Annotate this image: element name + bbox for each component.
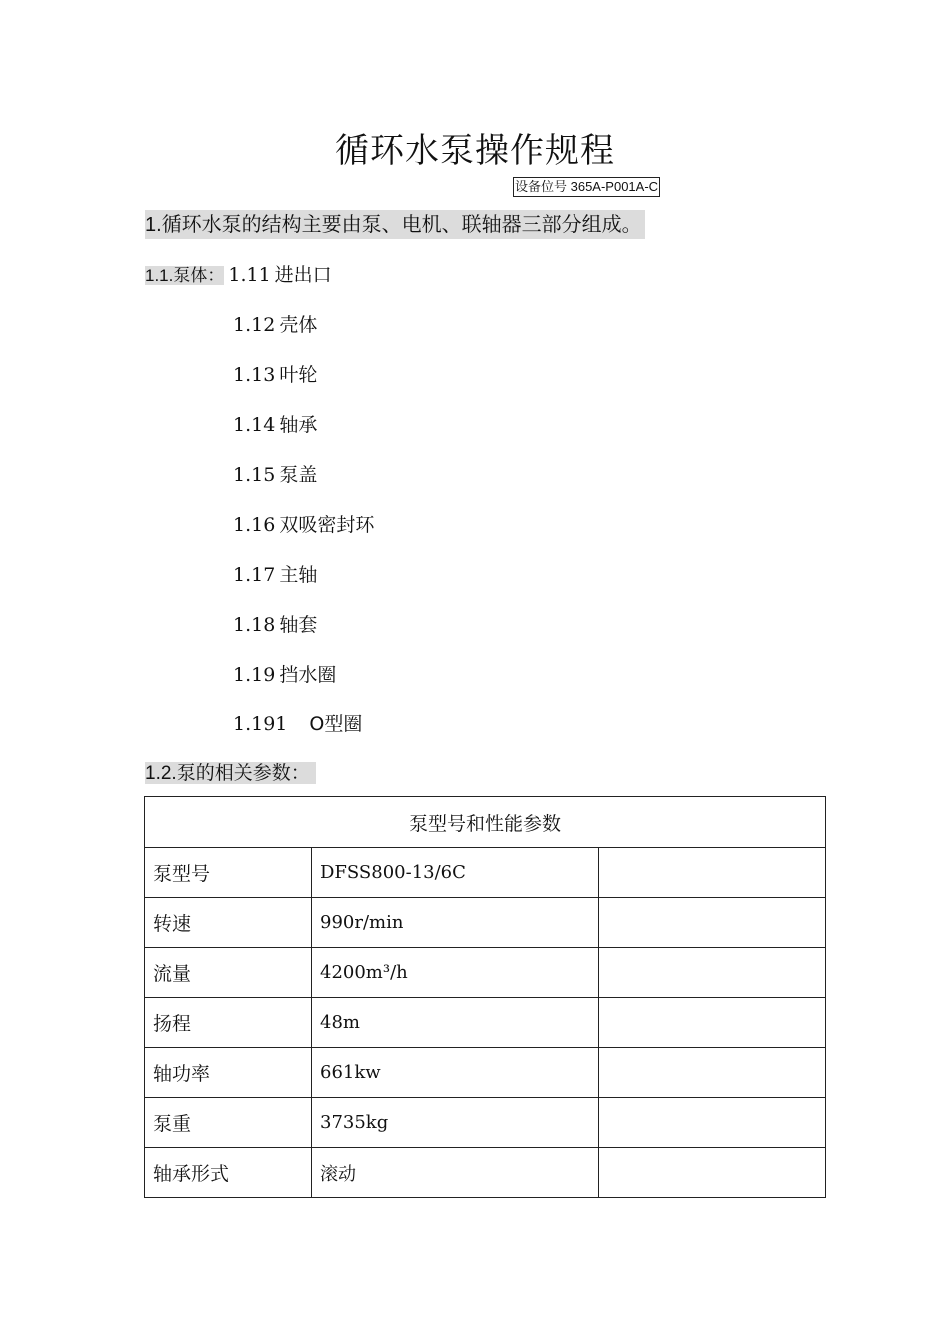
part-item [233,462,317,488]
table-caption: 泵型号和性能参数 [145,797,826,848]
part-name: 挡水圈 [279,664,337,686]
part-name: 进出口 [274,264,332,286]
part-code: 1.17 [233,564,276,586]
section-1-text: 循环水泵的结构主要由泵、电机、联轴器三部分组成。 [161,212,642,236]
param-name: 流量 [145,948,312,998]
part-item [233,612,317,638]
part-item [233,412,317,438]
param-name: 转速 [145,898,312,948]
part-code: 1.16 [233,514,276,536]
part-name: 双吸密封环 [279,514,375,536]
table-row [145,1048,826,1098]
parameters-heading [145,760,316,787]
part-name: 壳体 [279,314,318,336]
table-row [145,848,826,898]
section-1-heading [145,210,645,239]
table-row [145,898,826,948]
pump-body-number: 1.1. [145,266,174,285]
param-name: 泵型号 [145,848,312,898]
section-1-number: 1. [145,214,162,236]
param-extra [599,1048,826,1098]
part-name: 叶轮 [279,364,318,386]
part-item [228,264,331,286]
pump-body-label: 泵体： [173,266,225,285]
part-item [233,362,317,388]
part-item [233,711,362,737]
part-code: 1.15 [233,464,276,486]
param-value: DFSS800-13/6C [312,848,599,898]
part-code: 1.12 [233,314,276,336]
param-value: 4200m³/h [312,948,599,998]
param-extra [599,948,826,998]
part-code: 1.191 [233,713,288,735]
part-name: O型圈 [309,713,363,735]
part-code: 1.19 [233,664,276,686]
table-row [145,948,826,998]
table-caption-row [145,797,826,848]
param-value: 3735kg [312,1098,599,1148]
param-extra [599,848,826,898]
param-name: 轴功率 [145,1048,312,1098]
param-extra [599,1098,826,1148]
param-value: 990r/min [312,898,599,948]
pump-parameters-table [144,796,826,1198]
pump-body-heading [145,262,332,289]
param-value: 48m [312,998,599,1048]
parameters-label: 泵的相关参数： [176,762,310,784]
part-name: 轴套 [279,614,318,636]
part-item [233,312,317,338]
param-extra [599,998,826,1048]
part-code: 1.18 [233,614,276,636]
param-extra [599,898,826,948]
part-item [233,562,317,588]
table-row [145,998,826,1048]
document-title: 循环水泵操作规程 [335,131,615,171]
param-name: 轴承形式 [145,1148,312,1198]
param-value: 滚动 [312,1148,599,1198]
table-row [145,1148,826,1198]
part-item [233,662,336,688]
equipment-tag: 设备位号 365A-P001A-C [513,177,660,197]
part-name: 泵盖 [279,464,318,486]
part-item [233,512,374,538]
part-code: 1.14 [233,414,276,436]
param-name: 扬程 [145,998,312,1048]
part-name: 轴承 [279,414,318,436]
parameters-number: 1.2. [145,763,177,784]
param-extra [599,1148,826,1198]
part-code: 1.13 [233,364,276,386]
table-row [145,1098,826,1148]
param-name: 泵重 [145,1098,312,1148]
part-name: 主轴 [279,564,318,586]
param-value: 661kw [312,1048,599,1098]
part-code: 1.11 [228,264,271,286]
